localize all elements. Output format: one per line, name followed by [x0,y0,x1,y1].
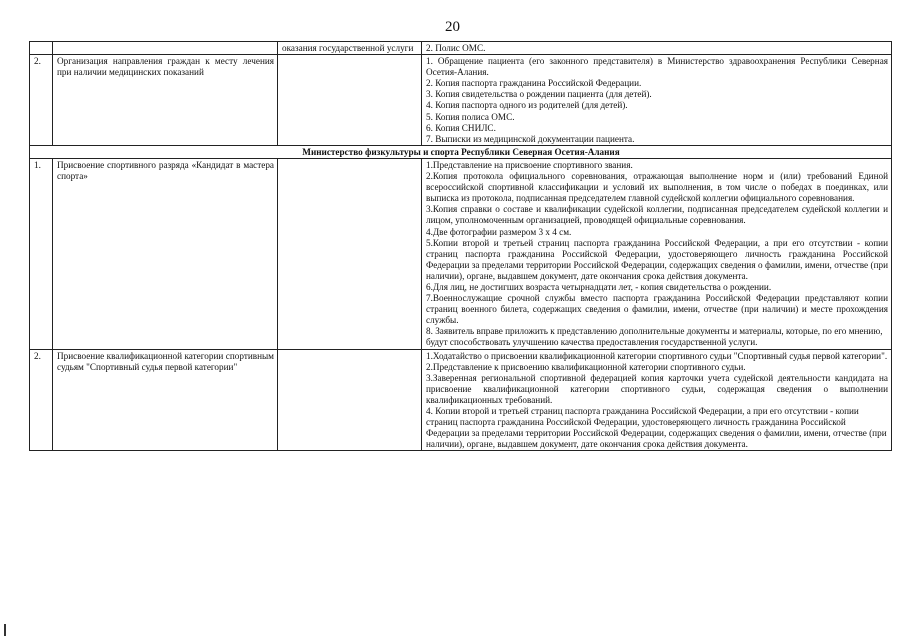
table-row [30,158,892,349]
document-item: 4. Копии второй и третьей страниц паспорта гражданина Российской Федерации, а при его отсутствии - копии страниц паспорта гражданина Российской Федерации, удостоверяющего личность гражданина Российской Федерации за пределами территории Российской Федерации, содержащих сведения о фамилии, имени, отчестве (при наличии), органе, выдавшем документ, дате окончания срока действия документа. [426,406,887,450]
document-item: 7. Выписки из медицинской документации пациента. [426,133,635,144]
table-row [30,349,892,451]
document-item: 1. Обращение пациента (его законного представителя) в Министерство здравоохранения Республики Северная Осетия-Алания. [426,56,888,78]
section-row [30,145,892,158]
document-item: 3. Копия свидетельства о рождении пациента (для детей). [426,89,652,100]
required-documents [422,158,892,349]
service-basis [278,349,422,451]
service-basis: оказания государственной услуги [278,42,422,55]
services-table-body [30,42,892,451]
required-documents [422,349,892,451]
document-item: 2.Представление к присвоению квалификационной категории спортивного судьи. [426,361,746,372]
document-item: 5. Копия полиса ОМС. [426,111,515,122]
section-title: Министерство физкультуры и спорта Республики Северная Осетия-Алания [30,145,892,158]
service-basis [278,158,422,349]
service-name: Присвоение квалификационной категории спортивным судьям "Спортивный судья первой категории" [53,349,278,451]
required-documents [422,42,892,55]
document-item: 5.Копии второй и третьей страниц паспорта гражданина Российской Федерации, а при его отсутствии - копии страниц паспорта гражданина Российской Федерации, удостоверяющего личность гражданина Российской Федерации за пределами территории Российской Федерации, содержащих сведения о фамилии, имени, отчестве (при наличии), органе, выдавшем документ, дате окончания срока действия документа. [426,237,888,281]
row-number: 2. [30,349,53,451]
document-item: 2. Полис ОМС. [426,43,486,53]
document-item: 8. Заявитель вправе приложить к представлению дополнительные документы и материалы, которые, по его мнению, будут способствовать улучшению качества предоставления государственной услуги. [426,326,883,348]
document-item: 4. Копия паспорта одного из родителей (для детей). [426,100,628,111]
document-item: 1.Представление на присвоение спортивного звания. [426,159,633,170]
page-number: 20 [445,19,460,35]
services-table [29,41,892,451]
table-row [30,42,892,55]
document-item: 6. Копия СНИЛС. [426,122,496,133]
row-number [30,42,53,55]
document-item: 3.Копия справки о составе и квалификации судейской коллегии, подписанная председателем судейской коллегии и лицом, уполномоченным организацией, проводящей официальные соревнования. [426,204,888,226]
table-row [30,55,892,146]
document-item: 1.Ходатайство о присвоении квалификационной категории спортивного судьи "Спортивный судья первой категории". [426,350,888,361]
service-name [53,42,278,55]
document-item: 7.Военнослужащие срочной службы вместо паспорта гражданина Российской Федерации представляют копии страниц военного билета, содержащих сведения о фамилии, имени, отчестве (при наличии) и месте прохождения службы. [426,293,888,326]
row-number: 1. [30,158,53,349]
document-item: 2. Копия паспорта гражданина Российской Федерации. [426,78,642,89]
document-item: 6.Для лиц, не достигших возраста четырнадцати лет, - копия свидетельства о рождении. [426,281,772,292]
service-basis [278,55,422,146]
required-documents [422,55,892,146]
document-item: 3.Заверенная региональной спортивной федерацией копия карточки учета судейской деятельности кандидата на присвоение квалификационной категории спортивного судьи, содержащая сведения о выполнении квалификационных требований. [426,372,888,405]
document-item: 2.Копия протокола официального соревнования, отражающая выполнение норм и (или) требований Единой всероссийской спортивной классификации и условий их выполнения, в том числе о победах в поединках, или выписка из протокола, подписанная председателем главной судейской коллегии официального соревнования. [426,171,888,204]
service-name: Организация направления граждан к месту лечения при наличии медицинских показаний [53,55,278,146]
document-item: 4.Две фотографии размером 3 х 4 см. [426,226,572,237]
row-number: 2. [30,55,53,146]
margin-mark [4,624,6,636]
service-name: Присвоение спортивного разряда «Кандидат в мастера спорта» [53,158,278,349]
